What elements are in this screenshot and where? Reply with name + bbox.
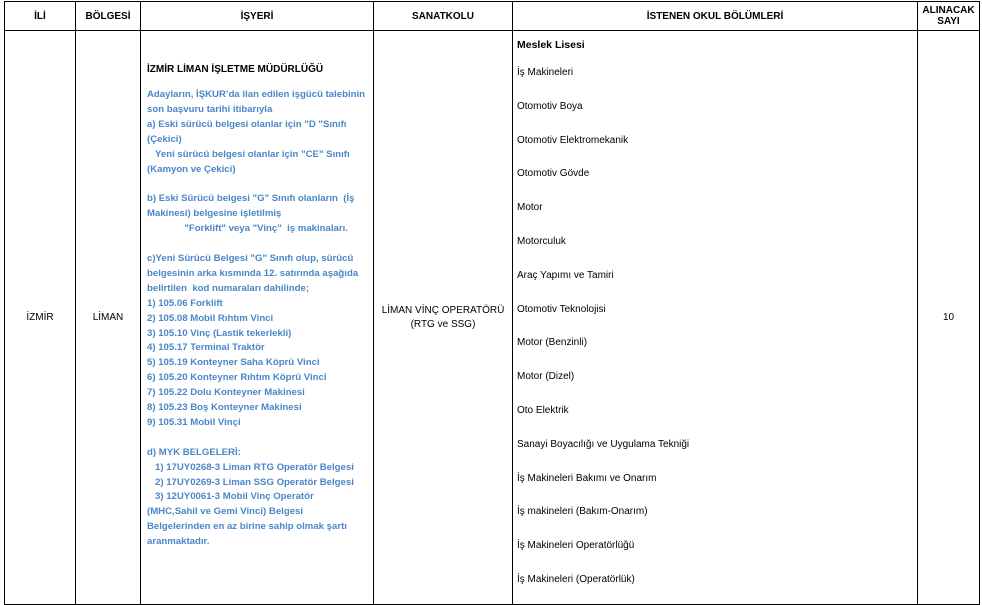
header-bolumler: İSTENEN OKUL BÖLÜMLERİ bbox=[513, 2, 918, 31]
list-item: Otomotiv Boya bbox=[517, 100, 583, 112]
list-item: İş Makineleri (Operatörlük) bbox=[517, 573, 635, 585]
table-row bbox=[5, 31, 980, 605]
list-item: İş makineleri (Bakım-Onarım) bbox=[517, 506, 648, 518]
header-sanatkolu: SANATKOLU bbox=[374, 2, 513, 31]
header-row bbox=[5, 2, 980, 31]
bolum-heading: Meslek Lisesi bbox=[517, 39, 585, 51]
bolum-list bbox=[517, 56, 917, 597]
cell-il: İZMİR bbox=[5, 31, 76, 605]
list-item: Otomotiv Teknolojisi bbox=[517, 303, 606, 315]
header-il: İLİ bbox=[5, 2, 76, 31]
cell-bolge: LİMAN bbox=[76, 31, 141, 605]
list-item: Motor (Dizel) bbox=[517, 371, 575, 383]
isyeri-requirements: Adayların, İŞKUR’da ilan edilen işgücü talebinin son başvuru tarihi itibarıyla a) Eski sürücü belgesi olanlar için "D "Sınıfı (Çekici) Yeni sürücü belgesi olanlar için "CE" Sınıfı (Kamyon ve Çekici) b) Eski Sürücü belgesi "G" Sınıfı olanların (İş Makinesi) belgesine işletilmiş "Forklift" veya "Vinç" iş makinaları. c)Yeni Sürücü Belgesi "G" Sınıfı olup, sürücü belgesinin arka kısmında 12. satırında aşağıda belirtilen kod numaraları dahilinde; 1) 105.06 Forklift 2) 105.08 Mobil Rıhtım Vinci 3) 105.10 Vinç (Lastik tekerlekli) 4) 105.17 Terminal Traktör 5) 105.19 Konteyner Saha Köprü Vinci 6) 105.20 Konteyner Rıhtım Köprü Vinci 7) 105.22 Dolu Konteyner Makinesi 8) 105.23 Boş Konteyner Makinesi 9) 105.31 Mobil Vinçi d) MYK BELGELERİ: 1) 17UY0268-3 Liman RTG Operatör Belgesi 2) 17UY0269-3 Liman SSG Operatör Belgesi 3) 12UY0061-3 Mobil Vinç Operatör (MHC,Sahil ve Gemi Vinci) Belgesi Belgelerinden en az birine sahip olmak şartı aranmaktadır. bbox=[147, 89, 366, 548]
list-item: Otomotiv Elektromekanik bbox=[517, 134, 629, 146]
list-item: Motor (Benzinli) bbox=[517, 337, 588, 349]
cell-sanatkolu bbox=[374, 31, 513, 605]
isyeri-title: İZMİR LİMAN İŞLETME MÜDÜRLÜĞÜ bbox=[147, 64, 324, 75]
list-item: İş Makineleri Bakımı ve Onarım bbox=[517, 472, 657, 484]
list-item: Oto Elektrik bbox=[517, 404, 569, 416]
job-listing-table bbox=[4, 1, 980, 605]
sanatkolu-name: LİMAN VİNÇ OPERATÖRÜ bbox=[381, 304, 505, 316]
header-bolge: BÖLGESİ bbox=[76, 2, 141, 31]
list-item: Sanayi Boyacılığı ve Uygulama Tekniği bbox=[517, 438, 690, 450]
list-item: Otomotiv Gövde bbox=[517, 168, 590, 180]
list-item: İş Makineleri Operatörlüğü bbox=[517, 540, 635, 552]
header-sayi: ALINACAK SAYI bbox=[918, 2, 980, 31]
cell-isyeri bbox=[141, 31, 374, 605]
list-item: Araç Yapımı ve Tamiri bbox=[517, 269, 614, 281]
list-item: Motorculuk bbox=[517, 235, 566, 247]
sanatkolu-detail: (RTG ve SSG) bbox=[410, 318, 476, 330]
list-item: İş Makineleri bbox=[517, 67, 574, 78]
list-item: Motor bbox=[517, 202, 543, 214]
header-isyeri: İŞYERİ bbox=[141, 2, 374, 31]
cell-bolumler bbox=[513, 31, 918, 605]
cell-sayi: 10 bbox=[918, 31, 980, 605]
